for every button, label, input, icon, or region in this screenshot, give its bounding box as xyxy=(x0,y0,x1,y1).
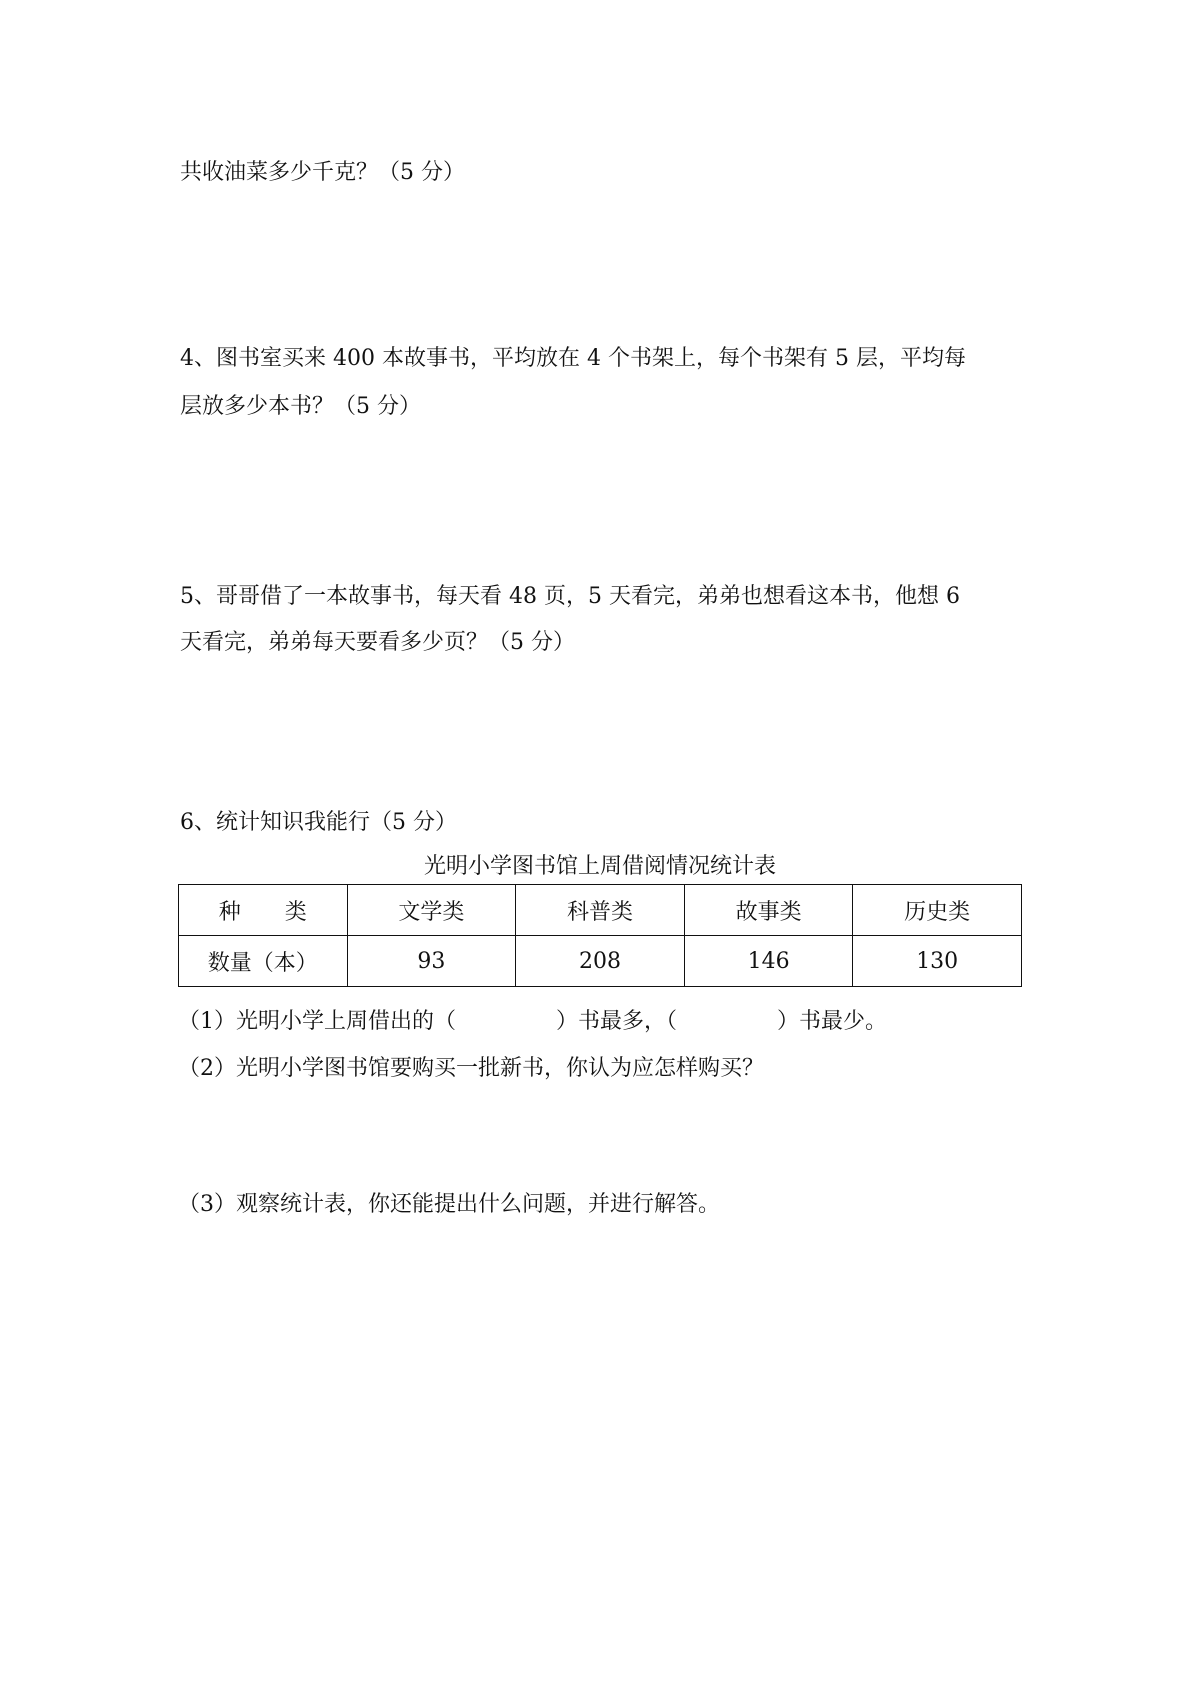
sub-question-1-text-c: ）书最少。 xyxy=(777,1009,888,1034)
statistics-table xyxy=(178,884,1022,987)
sub-question-1-text-a: （1）光明小学上周借出的（ xyxy=(178,1009,456,1034)
quantity-cell: 146 xyxy=(684,936,853,987)
question-5-line-1: 5、哥哥借了一本故事书，每天看 48 页，5 天看完，弟弟也想看这本书，他想 6 xyxy=(180,584,960,609)
sub-question-2: （2）光明小学图书馆要购买一批新书，你认为应怎样购买？ xyxy=(178,1056,764,1081)
sub-question-1 xyxy=(178,1007,887,1037)
row-label-cell: 数量（本） xyxy=(179,936,348,987)
category-cell: 历史类 xyxy=(853,885,1022,936)
table-header-row xyxy=(179,885,1022,936)
category-cell: 文学类 xyxy=(347,885,516,936)
question-5-line-2: 天看完，弟弟每天要看多少页？（5 分） xyxy=(180,630,575,655)
quantity-cell: 208 xyxy=(516,936,685,987)
question-4-line-1: 4、图书室买来 400 本故事书，平均放在 4 个书架上，每个书架有 5 层，平均每 xyxy=(180,346,966,371)
category-cell: 故事类 xyxy=(684,885,853,936)
header-label-cell: 种 类 xyxy=(179,885,348,936)
sub-question-1-text-b: ）书最多，（ xyxy=(556,1009,678,1034)
question-6-heading: 6、统计知识我能行（5 分） xyxy=(180,810,457,835)
table-title: 光明小学图书馆上周借阅情况统计表 xyxy=(423,854,776,879)
quantity-cell: 93 xyxy=(347,936,516,987)
question-3-continuation: 共收油菜多少千克？（5 分） xyxy=(180,160,465,185)
sub-question-3: （3）观察统计表，你还能提出什么问题，并进行解答。 xyxy=(178,1192,720,1217)
quantity-cell: 130 xyxy=(853,936,1022,987)
category-cell: 科普类 xyxy=(516,885,685,936)
question-4-line-2: 层放多少本书？（5 分） xyxy=(180,394,421,419)
table-data-row xyxy=(179,936,1022,987)
